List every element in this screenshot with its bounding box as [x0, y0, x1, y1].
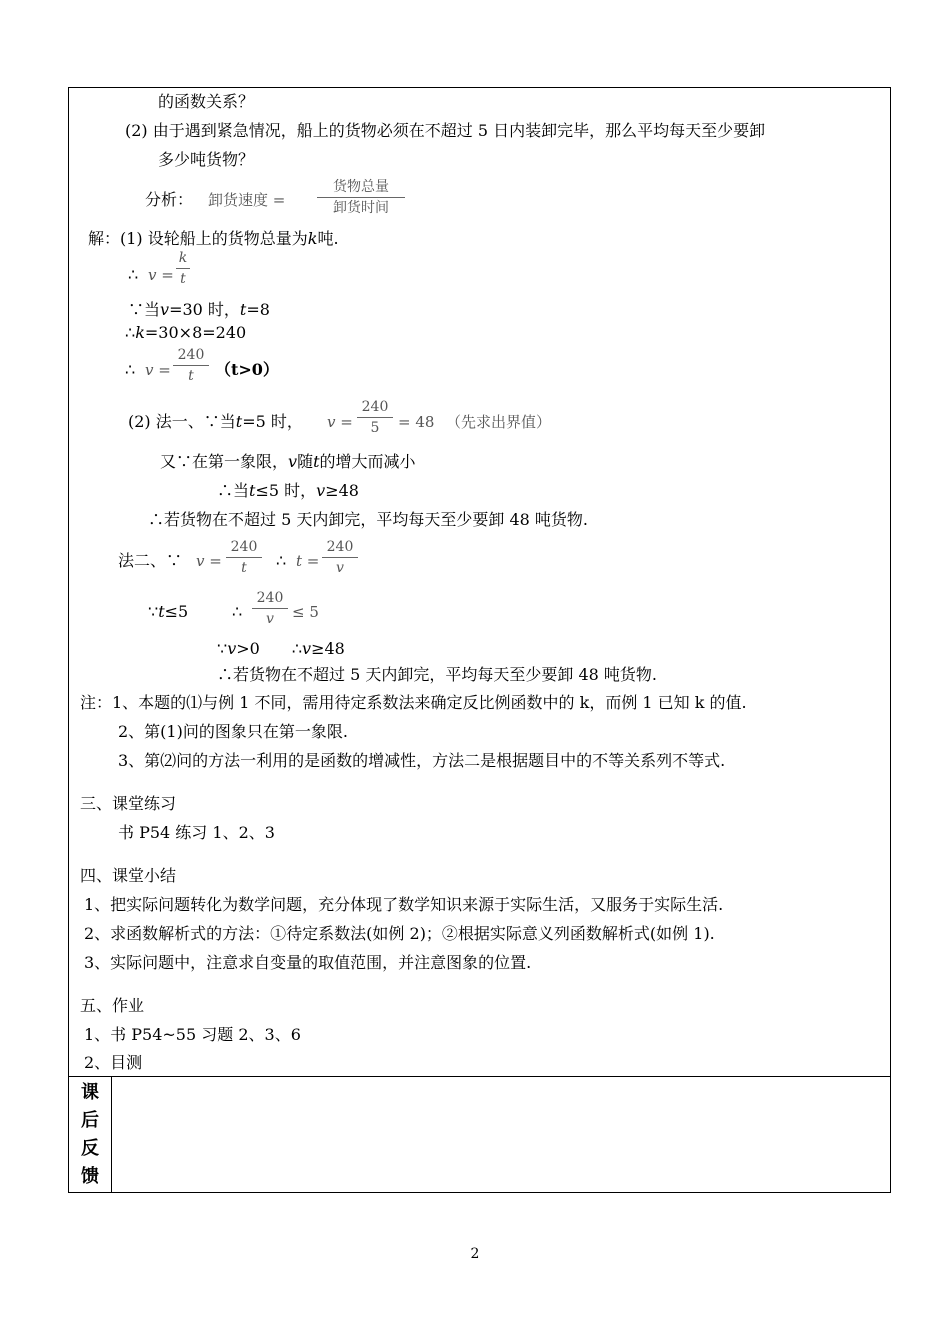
section-heading: 四、课堂小结: [80, 866, 177, 885]
analysis-numerator: 货物总量: [333, 179, 389, 195]
method2-fraction: 240 v: [322, 538, 358, 577]
feedback-label: 课 后 反 馈: [81, 1082, 99, 1187]
method1-line: ∴当t≤5 时，v≥48: [217, 481, 359, 500]
method1-line: 又∵在第一象限，v随t的增大而减小: [160, 452, 416, 471]
analysis-label: 分析：: [145, 190, 194, 209]
section-heading: 三、课堂练习: [80, 794, 177, 813]
problem-line: 的函数关系？: [158, 92, 255, 111]
section-item: 2、目测: [84, 1053, 143, 1072]
section-item: 1、把实际问题转化为数学问题，充分体现了数学知识来源于实际生活，又服务于实际生活.: [84, 895, 724, 914]
method1-fraction: 240 5: [357, 398, 393, 437]
method2-fraction: 240 v: [252, 589, 288, 628]
therefore-symbol: ∴: [232, 602, 243, 621]
section-item: 2、求函数解析式的方法：①待定系数法(如例 2)；②根据实际意义列函数解析式(如例 1).: [84, 924, 715, 943]
method2-line: ∵v>0 ∴v≥48: [217, 639, 345, 658]
solution-part1: 解：(1) 设轮船上的货物总量为k吨.: [88, 229, 339, 248]
method1-rhs: = 48: [398, 413, 435, 431]
method2-lhs: v =: [196, 552, 222, 570]
equation-condition: （t>0）: [215, 360, 279, 379]
method1-lhs: v =: [327, 413, 353, 431]
equation-fraction: 240 t: [173, 346, 209, 385]
equation-lhs: v =: [148, 266, 174, 284]
section-item: 1、书 P54~55 习题 2、3、6: [84, 1025, 301, 1044]
note-line: 2、第(1)问的图象只在第一象限.: [118, 722, 348, 741]
feedback-content-area[interactable]: [112, 1077, 890, 1192]
because-line: ∵当v=30 时，t=8: [128, 300, 270, 319]
therefore-symbol: ∴: [125, 360, 136, 379]
method1-conclusion: ∴若货物在不超过 5 天内卸完，平均每天至少要卸 48 吨货物.: [148, 510, 588, 529]
method1-line: (2) 法一、∵当t=5 时，: [128, 412, 303, 431]
therefore-symbol: ∴: [276, 551, 287, 570]
page-number: 2: [470, 1246, 480, 1262]
analysis-denominator: 卸货时间: [333, 200, 389, 216]
equation-fraction: k t: [176, 249, 190, 288]
analysis-fraction: [317, 178, 405, 217]
section-heading: 五、作业: [80, 996, 145, 1015]
equation-lhs: v =: [145, 361, 171, 379]
therefore-symbol: ∴: [128, 265, 139, 284]
method2-fraction: 240 t: [226, 538, 262, 577]
analysis-lhs: 卸货速度 =: [208, 191, 286, 209]
note-line: 3、第⑵问的方法一利用的是函数的增减性，方法二是根据题目中的不等关系列不等式.: [118, 751, 726, 770]
method1-note: （先求出界值）: [446, 413, 552, 431]
note-line: 注：1、本题的⑴与例 1 不同，需用待定系数法来确定反比例函数中的 k，而例 1 已知 k 的值.: [80, 693, 747, 712]
section-item: 3、实际问题中，注意求自变量的取值范围，并注意图象的位置.: [84, 953, 532, 972]
method2-conclusion: ∴若货物在不超过 5 天内卸完，平均每天至少要卸 48 吨货物.: [217, 665, 657, 684]
method2-label: 法二、∵: [118, 551, 183, 570]
problem-part2-cont: 多少吨货物？: [158, 150, 255, 169]
problem-part2: (2) 由于遇到紧急情况，船上的货物必须在不超过 5 日内装卸完毕，那么平均每天至少要卸: [125, 121, 766, 140]
section-item: 书 P54 练习 1、2、3: [118, 823, 275, 842]
method2-rhs: ≤ 5: [292, 603, 319, 621]
method2-line: ∵t≤5: [148, 602, 189, 621]
method2-lhs: t =: [296, 552, 320, 570]
k-value-line: ∴k=30×8=240: [125, 323, 247, 342]
